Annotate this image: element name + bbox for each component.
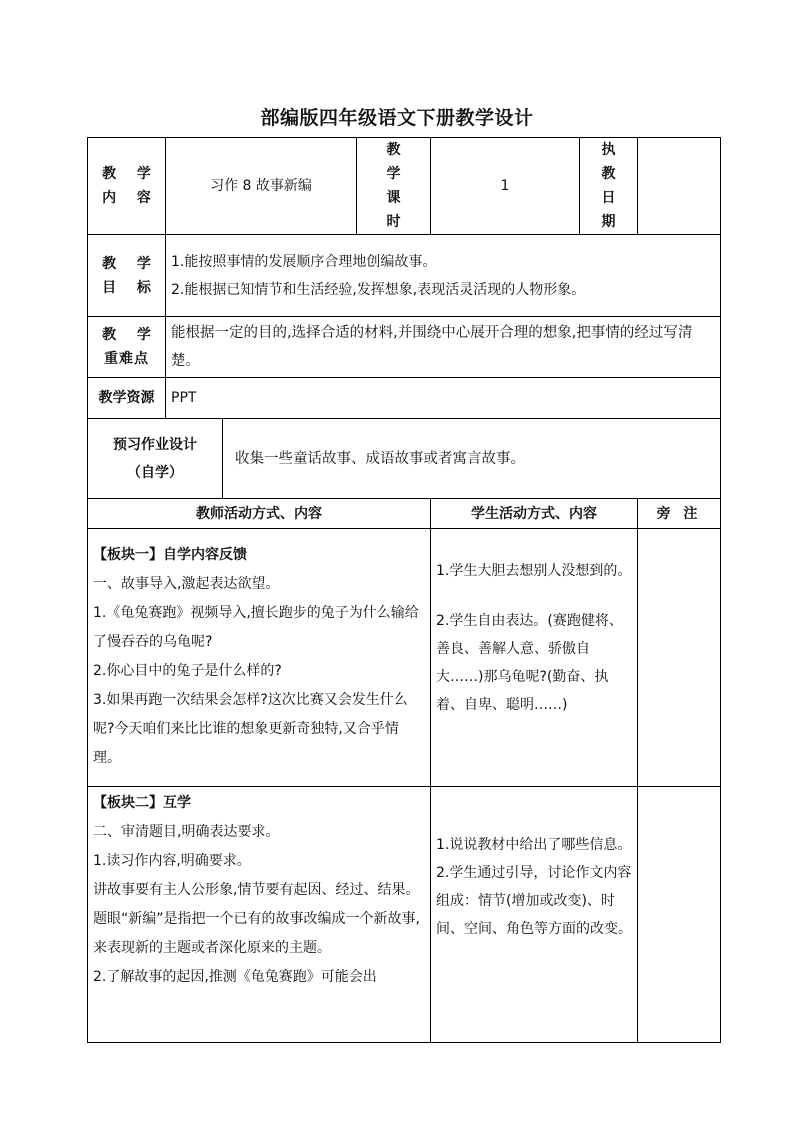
- document-title: 部编版四年级语文下册教学设计: [260, 107, 534, 129]
- preview-value: 收集一些童话故事、成语故事或者寓言故事。: [223, 419, 721, 499]
- block2-teacher-line: 2.了解故事的起因,推测《龟兔赛跑》可能会出: [93, 969, 377, 985]
- block2-teacher-line: 讲故事要有主人公形象,情节要有起因、经过、结果。: [93, 882, 420, 898]
- goals-value: [166, 235, 721, 317]
- block2-student-cell: [431, 787, 638, 1043]
- block2-teacher-line: 题眼“新编”是指把一个已有的故事改编成一个新故事,来表现新的主题或者深化原来的主题。: [93, 911, 420, 956]
- goal-item: 2.能根据已知情节和生活经验,发挥想象,表现活灵活现的人物形象。: [171, 281, 586, 298]
- block1-row: [88, 529, 721, 787]
- teacher-column-header: 教师活动方式、内容: [88, 499, 431, 529]
- notes-column-header: 旁 注: [638, 499, 721, 529]
- keypoints-row: [88, 317, 721, 378]
- block1-student-cell: [431, 529, 638, 787]
- block1-teacher-line: 2.你心目中的兔子是什么样的?: [93, 663, 282, 679]
- block2-teacher-cell: [88, 787, 431, 1043]
- resources-label: 教学资源: [88, 378, 166, 419]
- block2-heading: 【板块二】互学: [93, 795, 191, 811]
- student-column-header: 学生活动方式、内容: [431, 499, 638, 529]
- column-header-row: [88, 499, 721, 529]
- date-label: 执 教 日 期: [580, 138, 638, 235]
- date-value: [638, 138, 721, 235]
- block2-notes-cell: [638, 787, 721, 1043]
- block2-teacher-line: 1.读习作内容,明确要求。: [93, 853, 251, 869]
- block1-teacher-cell: [88, 529, 431, 787]
- block1-student-line: 2.学生自由表达。(赛跑健将、善良、善解人意、骄傲自大……)那乌龟呢?(勤奋、执着、自卑、聪明……): [436, 613, 623, 713]
- block2-teacher-line: 二、审清题目,明确表达要求。: [93, 824, 280, 840]
- header-row: [88, 138, 721, 235]
- content-value: 习作 8 故事新编: [166, 138, 357, 235]
- block1-teacher-line: 3.如果再跑一次结果会怎样?这次比赛又会发生什么呢?今天咱们来比比谁的想象更新奇独特,又合乎情理。: [93, 692, 408, 766]
- goal-item: 1.能按照事情的发展顺序合理地创编故事。: [171, 253, 437, 270]
- hours-label: 教 学 课 时: [357, 138, 431, 235]
- preview-label: 预习作业设计 （自学）: [88, 419, 223, 499]
- lesson-plan-table: [87, 137, 721, 1043]
- keypoints-value: 能根据一定的目的,选择合适的材料,并围绕中心展开合理的想象,把事情的经过写清楚。: [166, 317, 721, 378]
- block1-notes-cell: [638, 529, 721, 787]
- goals-label: 教 学 目 标: [88, 235, 166, 317]
- goals-row: [88, 235, 721, 317]
- block1-heading: 【板块一】自学内容反馈: [93, 547, 247, 563]
- block2-row: [88, 787, 721, 1043]
- block1-student-line: 1.学生大胆去想别人没想到的。: [436, 563, 632, 579]
- content-label: 教 学 内 容: [88, 138, 166, 235]
- block1-teacher-line: 1.《龟兔赛跑》视频导入,擅长跑步的兔子为什么输给了慢吞吞的乌龟呢?: [93, 605, 419, 650]
- keypoints-label: 教 学 重难点: [88, 317, 166, 378]
- resources-value: PPT: [166, 378, 721, 419]
- block1-teacher-line: 一、故事导入,激起表达欲望。: [93, 576, 280, 592]
- preview-row: [88, 419, 721, 499]
- block2-student-line: 1.说说教材中给出了哪些信息。: [436, 837, 632, 853]
- hours-value: 1: [431, 138, 580, 235]
- resources-row: [88, 378, 721, 419]
- block2-student-line: 2.学生通过引导，讨论作文内容组成：情节(增加或改变)、时间、空间、角色等方面的改变。: [436, 865, 632, 937]
